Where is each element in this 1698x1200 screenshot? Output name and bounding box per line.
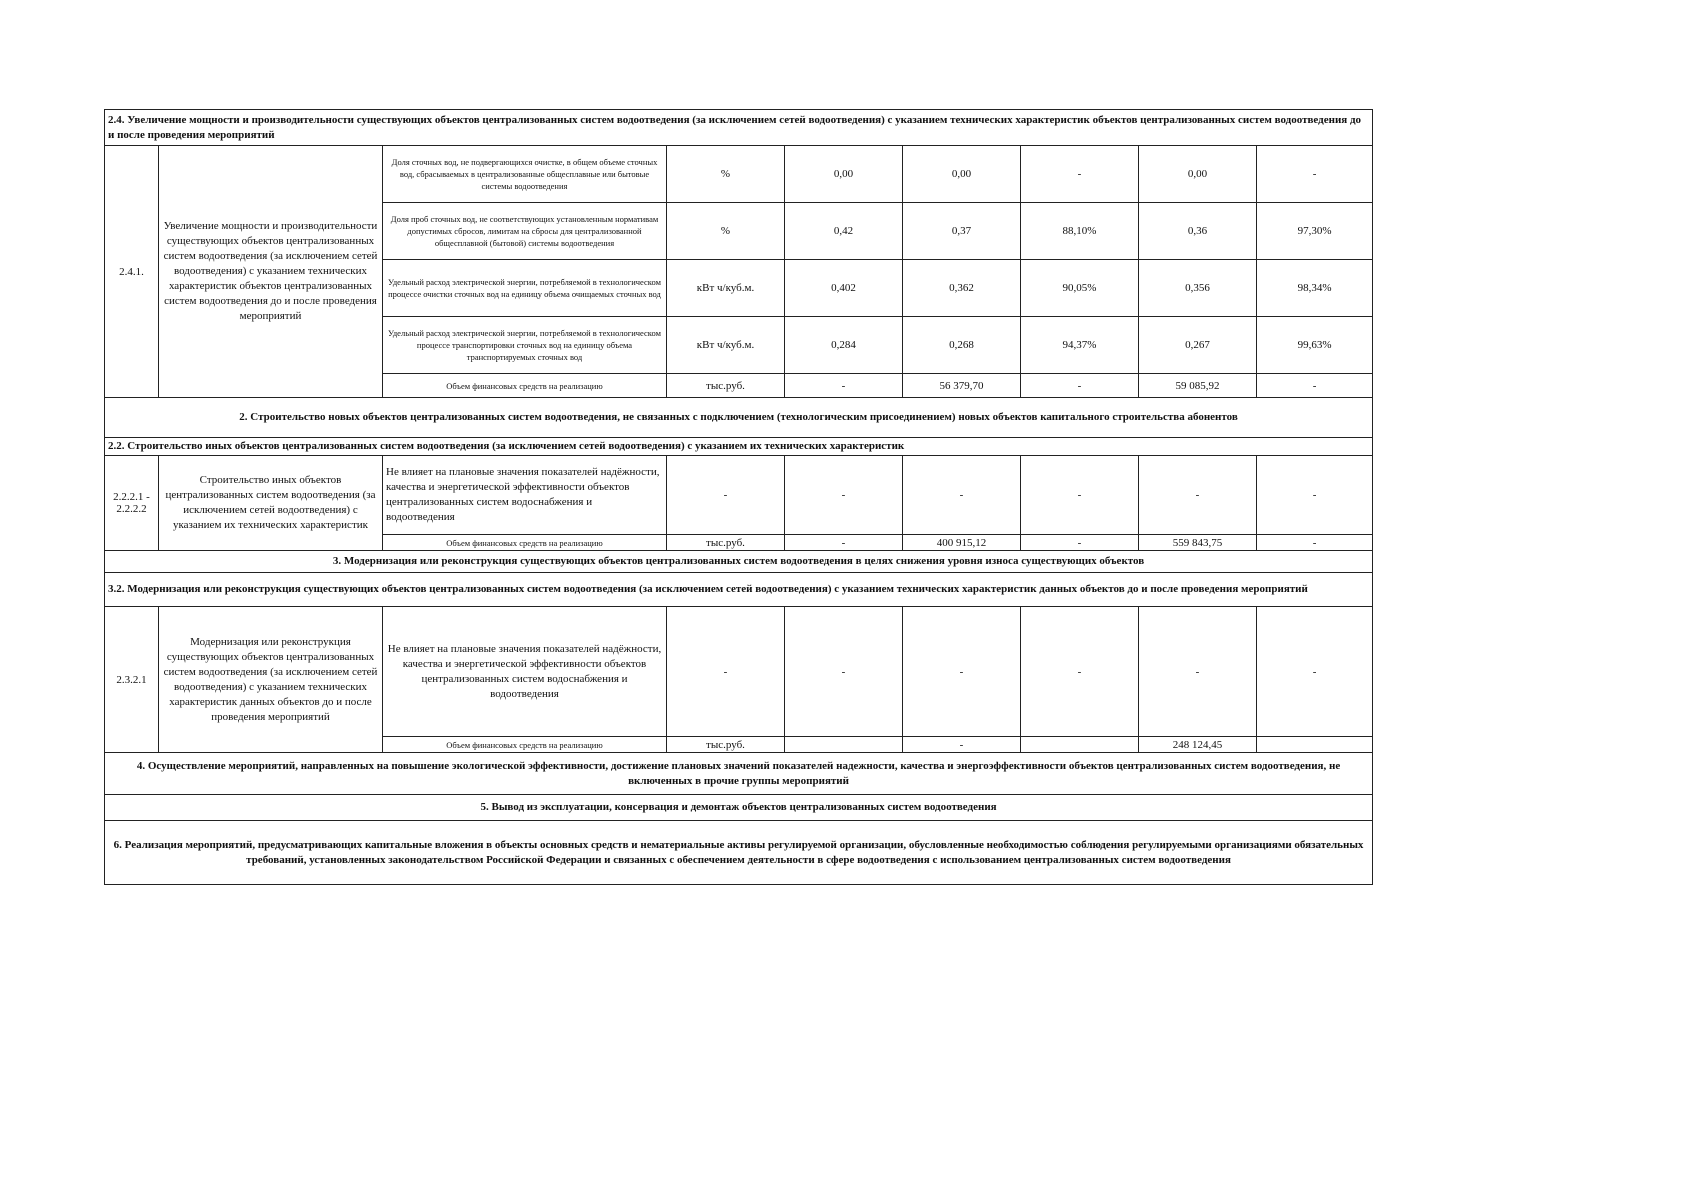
value-cell: 56 379,70 (903, 374, 1021, 398)
value-cell: 0,00 (1139, 146, 1257, 203)
group-title-3: 3. Модернизация или реконструкция существующих объектов централизованных систем водоотведения в целях снижения уровня износа существующих объектов (105, 551, 1373, 573)
table-row (105, 607, 1373, 737)
value-cell: - (1257, 456, 1373, 535)
item-name: Строительство иных объектов централизованных систем водоотведения (за исключением сетей водоотведения) с указанием их технических характеристик (159, 456, 383, 551)
item-name: Увеличение мощности и производительности существующих объектов централизованных систем водоотведения (за исключением сетей водоотведения) с указанием технических характеристик объектов централизованных систем водоотведения до и после проведения мероприятий (159, 146, 383, 398)
section-row (105, 438, 1373, 456)
value-cell: 248 124,45 (1139, 737, 1257, 753)
unit-cell: тыс.руб. (667, 374, 785, 398)
indicator-name: Не влияет на плановые значения показателей надёжности, качества и энергетической эффективности объектов централизованных систем водоснабжения и водоотведения (383, 456, 667, 535)
value-cell (1021, 737, 1139, 753)
section-title-2-4: 2.4. Увеличение мощности и производительности существующих объектов централизованных систем водоотведения (за исключением сетей водоотведения) с указанием технических характеристик объектов централизованных систем водоотведения до и после проведения мероприятий (105, 110, 1373, 146)
group-row (105, 795, 1373, 821)
value-cell: 0,36 (1139, 203, 1257, 260)
unit-cell: - (667, 456, 785, 535)
item-number: 2.4.1. (105, 146, 159, 398)
item-number: 2.2.2.1 - 2.2.2.2 (105, 456, 159, 551)
value-cell: - (903, 607, 1021, 737)
item-name: Модернизация или реконструкция существующих объектов централизованных систем водоотведения (за исключением сетей водоотведения) с указанием технических характеристик данных объектов до и после проведения мероприятий (159, 607, 383, 753)
value-cell: - (1139, 456, 1257, 535)
indicator-name: Удельный расход электрической энергии, потребляемой в технологическом процессе очистки сточных вод на единицу объема очищаемых сточных вод (383, 260, 667, 317)
document-sheet (104, 109, 1372, 885)
value-cell: 0,37 (903, 203, 1021, 260)
table-row (105, 456, 1373, 535)
value-cell: - (785, 374, 903, 398)
value-cell: 0,402 (785, 260, 903, 317)
value-cell: 0,267 (1139, 317, 1257, 374)
value-cell: 0,00 (903, 146, 1021, 203)
value-cell: 559 843,75 (1139, 535, 1257, 551)
indicator-name: Не влияет на плановые значения показателей надёжности, качества и энергетической эффективности объектов централизованных систем водоснабжения и водоотведения (383, 607, 667, 737)
value-cell: - (1257, 374, 1373, 398)
section-row (105, 110, 1373, 146)
value-cell: - (1021, 456, 1139, 535)
indicator-name: Удельный расход электрической энергии, потребляемой в технологическом процессе транспортировки сточных вод на единицу объема транспортируемых сточных вод (383, 317, 667, 374)
value-cell: 0,42 (785, 203, 903, 260)
value-cell: - (785, 456, 903, 535)
table-row (105, 146, 1373, 203)
value-cell: - (1257, 146, 1373, 203)
value-cell: - (1021, 374, 1139, 398)
unit-cell: тыс.руб. (667, 535, 785, 551)
section-title-3-2: 3.2. Модернизация или реконструкция существующих объектов централизованных систем водоотведения (за исключением сетей водоотведения) с указанием технических характеристик данных объектов до и после проведения мероприятий (105, 573, 1373, 607)
indicator-name: Доля сточных вод, не подвергающихся очистке, в общем объеме сточных вод, сбрасываемых в централизованные общесплавные или бытовые системы водоотведения (383, 146, 667, 203)
group-title-4: 4. Осуществление мероприятий, направленных на повышение экологической эффективности, достижение плановых значений показателей надежности, качества и энергоэффективности объектов централизованных систем водоотведения, не включенных в прочие группы мероприятий (105, 753, 1373, 795)
unit-cell: % (667, 146, 785, 203)
group-row (105, 753, 1373, 795)
financing-label: Объем финансовых средств на реализацию (383, 737, 667, 753)
value-cell: - (1257, 535, 1373, 551)
value-cell: 94,37% (1021, 317, 1139, 374)
value-cell: 97,30% (1257, 203, 1373, 260)
value-cell: - (903, 456, 1021, 535)
unit-cell: - (667, 607, 785, 737)
group-title-2: 2. Строительство новых объектов централизованных систем водоотведения, не связанных с подключением (технологическим присоединением) новых объектов капитального строительства абонентов (105, 398, 1373, 438)
investment-program-table (104, 109, 1373, 885)
section-row (105, 573, 1373, 607)
unit-cell: тыс.руб. (667, 737, 785, 753)
indicator-name: Доля проб сточных вод, не соответствующих установленным нормативам допустимых сбросов, лимитам на сбросы для централизованной общесплавной (бытовой) системы водоотведения (383, 203, 667, 260)
value-cell: 0,00 (785, 146, 903, 203)
value-cell: - (785, 607, 903, 737)
value-cell: - (1139, 607, 1257, 737)
group-row (105, 821, 1373, 885)
value-cell: 98,34% (1257, 260, 1373, 317)
value-cell (1257, 737, 1373, 753)
value-cell: 0,362 (903, 260, 1021, 317)
unit-cell: кВт ч/куб.м. (667, 317, 785, 374)
value-cell: 90,05% (1021, 260, 1139, 317)
group-row (105, 551, 1373, 573)
value-cell: - (1257, 607, 1373, 737)
group-title-5: 5. Вывод из эксплуатации, консервация и демонтаж объектов централизованных систем водоотведения (105, 795, 1373, 821)
value-cell: - (1021, 146, 1139, 203)
financing-label: Объем финансовых средств на реализацию (383, 374, 667, 398)
section-title-2-2: 2.2. Строительство иных объектов централизованных систем водоотведения (за исключением сетей водоотведения) с указанием их технических характеристик (105, 438, 1373, 456)
value-cell: - (785, 535, 903, 551)
group-title-6: 6. Реализация мероприятий, предусматривающих капитальные вложения в объекты основных средств и нематериальные активы регулируемой организации, обусловленные необходимостью соблюдения регулируемыми организациями обязательных требований, установленных законодательством Российской Федерации и связанных с обеспечением деятельности в сфере водоотведения с использованием централизованных систем водоотведения (105, 821, 1373, 885)
value-cell: - (903, 737, 1021, 753)
value-cell: - (1021, 535, 1139, 551)
value-cell: 400 915,12 (903, 535, 1021, 551)
item-number: 2.3.2.1 (105, 607, 159, 753)
group-row (105, 398, 1373, 438)
value-cell (785, 737, 903, 753)
financing-label: Объем финансовых средств на реализацию (383, 535, 667, 551)
value-cell: 88,10% (1021, 203, 1139, 260)
unit-cell: кВт ч/куб.м. (667, 260, 785, 317)
value-cell: 0,268 (903, 317, 1021, 374)
value-cell: 59 085,92 (1139, 374, 1257, 398)
value-cell: - (1021, 607, 1139, 737)
unit-cell: % (667, 203, 785, 260)
value-cell: 99,63% (1257, 317, 1373, 374)
value-cell: 0,356 (1139, 260, 1257, 317)
value-cell: 0,284 (785, 317, 903, 374)
